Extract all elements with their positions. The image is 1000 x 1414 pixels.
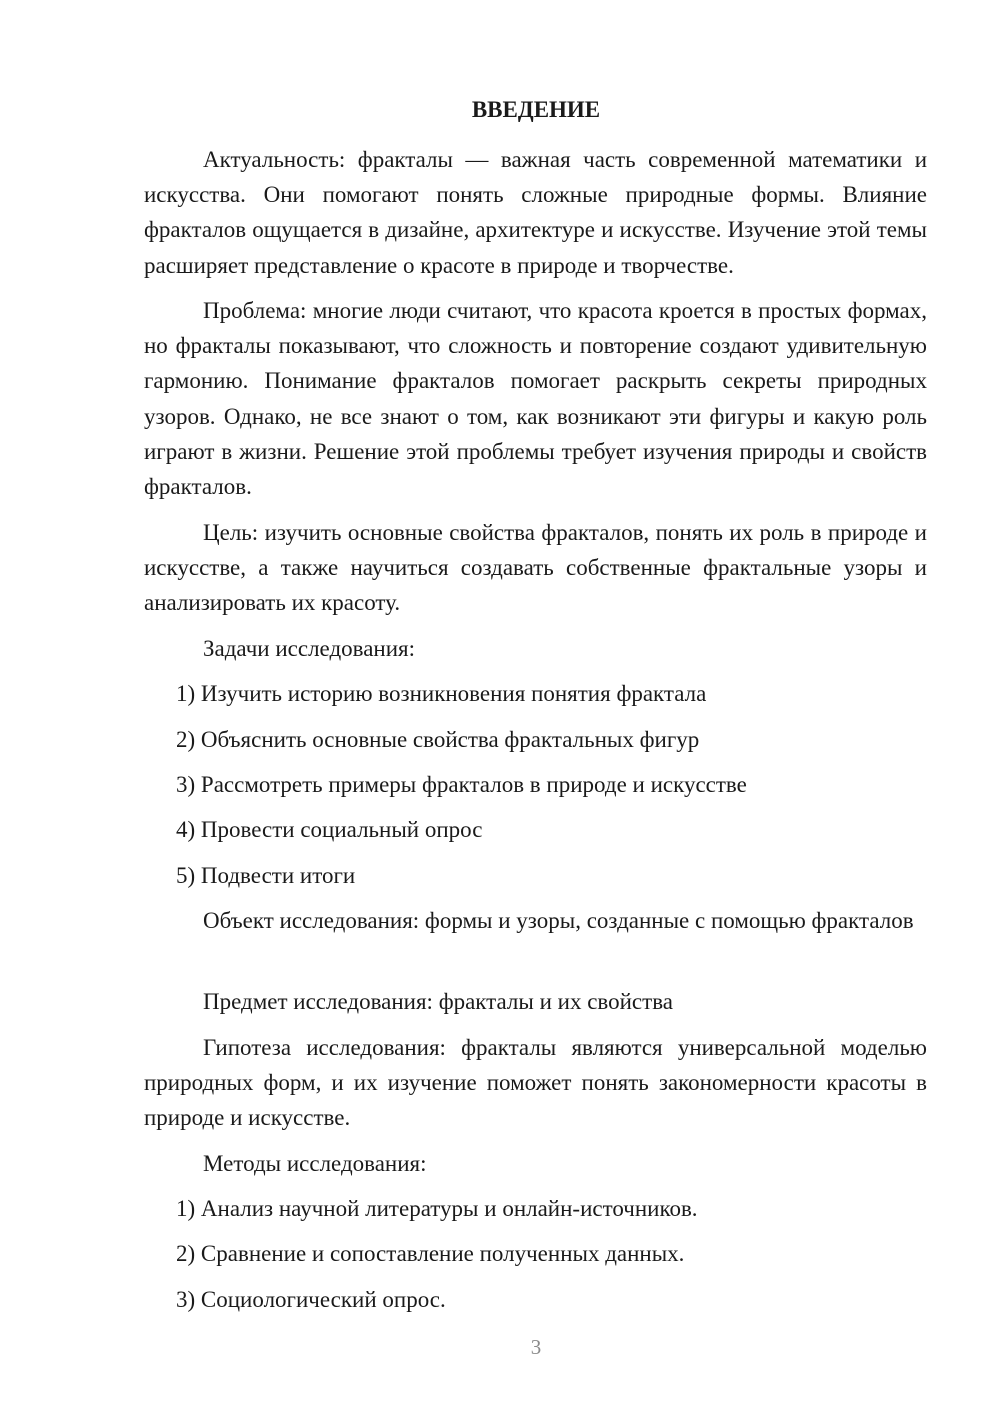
subject-paragraph: Предмет исследования: фракталы и их свойства <box>203 989 673 1014</box>
task-item-4: 4) Провести социальный опрос <box>176 817 483 842</box>
page-number: 3 <box>530 1335 542 1359</box>
methods-heading: Методы исследования: <box>203 1151 427 1176</box>
method-item-2: 2) Сравнение и сопоставление полученных данных. <box>176 1241 685 1266</box>
method-item-3: 3) Социологический опрос. <box>176 1287 446 1312</box>
goal-paragraph: Цель: изучить основные свойства фракталов, понять их роль в природе и искусстве, а также научиться создавать собственные фрактальные узоры и анализировать их красоту. <box>144 520 927 616</box>
method-item-1: 1) Анализ научной литературы и онлайн-источников. <box>176 1196 698 1221</box>
page-title: ВВЕДЕНИЕ <box>471 97 601 122</box>
hypothesis-paragraph: Гипотеза исследования: фракталы являются универсальной моделью природных форм, и их изучение поможет понять закономерности красоты в природе и искусстве. <box>144 1035 927 1131</box>
object-paragraph: Объект исследования: формы и узоры, созданные с помощью фракталов <box>203 908 914 933</box>
relevance-paragraph: Актуальность: фракталы — важная часть современной математики и искусства. Они помогают понять сложные природные формы. Влияние фракталов ощущается в дизайне, архитектуре и искусстве. Изучение этой темы расширяет представление о красоте в природе и творчестве. <box>144 147 927 278</box>
problem-paragraph: Проблема: многие люди считают, что красота кроется в простых формах, но фракталы показывают, что сложность и повторение создают удивительную гармонию. Понимание фракталов помогает раскрыть секреты природных узоров. Однако, не все знают о том, как возникают эти фигуры и какую роль играют в жизни. Решение этой проблемы требует изучения природы и свойств фракталов. <box>144 298 927 500</box>
task-item-1: 1) Изучить историю возникновения понятия фрактала <box>176 681 707 706</box>
task-item-3: 3) Рассмотреть примеры фракталов в природе и искусстве <box>176 772 747 797</box>
task-item-2: 2) Объяснить основные свойства фрактальных фигур <box>176 727 700 752</box>
task-item-5: 5) Подвести итоги <box>176 863 356 888</box>
tasks-heading: Задачи исследования: <box>203 636 416 661</box>
